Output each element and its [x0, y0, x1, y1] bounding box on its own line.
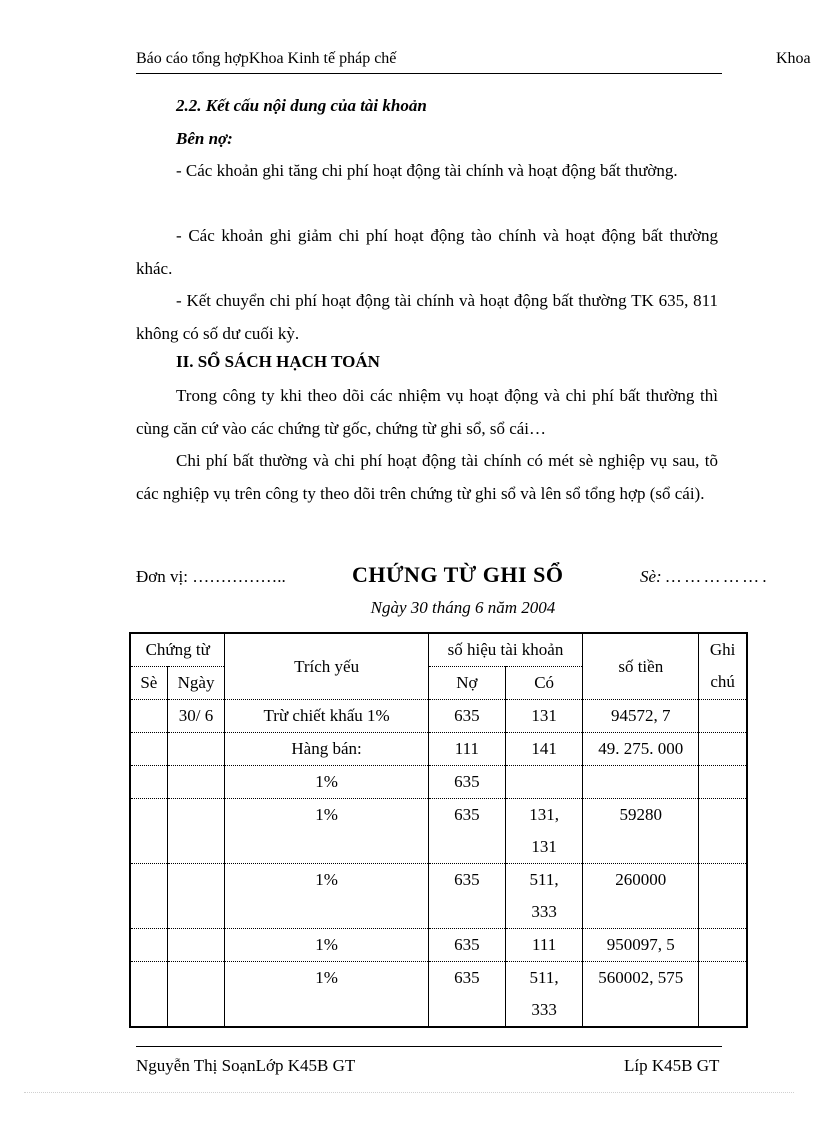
cell-no: 635 — [428, 864, 505, 929]
section-title: 2.2. Kết cấu nội dung của tài khoản — [176, 96, 427, 115]
cell-co: 511, 333 — [505, 962, 582, 1028]
cell-trich-yeu: Trừ chiết khấu 1% — [225, 700, 428, 733]
cell-co: 131, 131 — [505, 799, 582, 864]
cell-ngay: 30/ 6 — [167, 700, 225, 733]
cell-so — [130, 700, 167, 733]
cell-co: 141 — [505, 733, 582, 766]
cell-no: 111 — [428, 733, 505, 766]
cell-so — [130, 929, 167, 962]
document-title: CHỨNG TỪ GHI SỔ — [352, 562, 564, 587]
cell-so-tien: 260000 — [583, 864, 699, 929]
cell-trich-yeu: 1% — [225, 766, 428, 799]
cell-co — [505, 766, 582, 799]
header-number: Sè — [130, 667, 167, 700]
cell-so — [130, 766, 167, 799]
header-right-label: Khoa — [776, 50, 811, 67]
voucher-table — [129, 632, 748, 1028]
footer-class: Líp K45B GT — [624, 1056, 720, 1075]
cell-no: 635 — [428, 766, 505, 799]
paragraph-debit-increase: - Các khoản ghi tăng chi phí hoạt động tài chính và hoạt động bất thường. — [176, 161, 678, 180]
cell-ngay — [167, 929, 225, 962]
table-row — [130, 864, 747, 929]
cell-ngay — [167, 864, 225, 929]
document-unit: Đơn vị: …………….. — [136, 567, 286, 586]
cell-co: 511, 333 — [505, 864, 582, 929]
cell-no: 635 — [428, 700, 505, 733]
table-row — [130, 700, 747, 733]
header-credit: Có — [505, 667, 582, 700]
header-note-line2: chú — [710, 672, 735, 691]
document-number: Sè: … … … … … . — [640, 567, 768, 586]
cell-ghi-chu — [699, 700, 747, 733]
cell-trich-yeu: 1% — [225, 799, 428, 864]
heading-accounting-books: II. SỔ SÁCH HẠCH TOÁN — [176, 352, 380, 371]
cell-ghi-chu — [699, 766, 747, 799]
cell-ngay — [167, 799, 225, 864]
voucher-table-body — [130, 700, 747, 1028]
table-row — [130, 733, 747, 766]
debit-title: Bên nợ: — [176, 129, 233, 148]
document-date: Ngày 30 tháng 6 năm 2004 — [370, 598, 556, 617]
cell-so-tien: 560002, 575 — [583, 962, 699, 1028]
cell-so — [130, 962, 167, 1028]
footer-rule — [136, 1046, 722, 1047]
cell-so-tien: 49. 275. 000 — [583, 733, 699, 766]
paragraph-debit-decrease: - Các khoản ghi giảm chi phí hoạt động tào chính và hoạt động bất thường khác. — [136, 226, 718, 278]
cell-ngay — [167, 733, 225, 766]
header-amount: số tiền — [583, 633, 699, 700]
cell-trich-yeu: Hàng bán: — [225, 733, 428, 766]
cell-so — [130, 733, 167, 766]
cell-ngay — [167, 766, 225, 799]
cell-trich-yeu: 1% — [225, 929, 428, 962]
cell-no: 635 — [428, 799, 505, 864]
header-note — [699, 633, 747, 700]
cell-so-tien: 950097, 5 — [583, 929, 699, 962]
cell-trich-yeu: 1% — [225, 962, 428, 1028]
table-row — [130, 766, 747, 799]
table-row — [130, 799, 747, 864]
header-summary: Trích yếu — [225, 633, 428, 700]
footer-author: Nguyễn Thị SoạnLớp K45B GT — [136, 1056, 356, 1075]
cell-ghi-chu — [699, 962, 747, 1028]
cell-no: 635 — [428, 962, 505, 1028]
page-bottom-divider — [24, 1092, 794, 1093]
table-row — [130, 962, 747, 1028]
cell-so-tien — [583, 766, 699, 799]
header-date: Ngày — [167, 667, 225, 700]
header-debit: Nợ — [428, 667, 505, 700]
header-account-number: số hiệu tài khoản — [428, 633, 582, 667]
cell-so-tien: 94572, 7 — [583, 700, 699, 733]
cell-so — [130, 799, 167, 864]
cell-no: 635 — [428, 929, 505, 962]
paragraph-transfer: - Kết chuyển chi phí hoạt động tài chính và hoạt động bất thường TK 635, 811 không có số dư cuối kỳ. — [136, 291, 718, 343]
cell-ngay — [167, 962, 225, 1028]
cell-co: 131 — [505, 700, 582, 733]
cell-so — [130, 864, 167, 929]
header-title: Báo cáo tổng hợpKhoa Kinh tế pháp chế — [136, 50, 397, 67]
header-rule — [136, 73, 722, 74]
paragraph-tracking: Trong công ty khi theo dõi các nhiệm vụ hoạt động và chi phí bất thường thì cùng căn cứ vào các chứng từ gốc, chứng từ ghi sổ, sổ cái… — [136, 386, 718, 438]
header-voucher: Chứng từ — [130, 633, 225, 667]
cell-ghi-chu — [699, 733, 747, 766]
cell-ghi-chu — [699, 864, 747, 929]
cell-trich-yeu: 1% — [225, 864, 428, 929]
cell-co: 111 — [505, 929, 582, 962]
table-row — [130, 929, 747, 962]
cell-so-tien: 59280 — [583, 799, 699, 864]
cell-ghi-chu — [699, 799, 747, 864]
header-note-line1: Ghi — [709, 640, 736, 659]
cell-ghi-chu — [699, 929, 747, 962]
paragraph-expenses: Chi phí bất thường và chi phí hoạt động tài chính có mét sè nghiệp vụ sau, tõ các nghiệp vụ trên công ty theo dõi trên chứng từ ghi sổ và lên sổ tổng hợp (sổ cái). — [136, 451, 718, 503]
